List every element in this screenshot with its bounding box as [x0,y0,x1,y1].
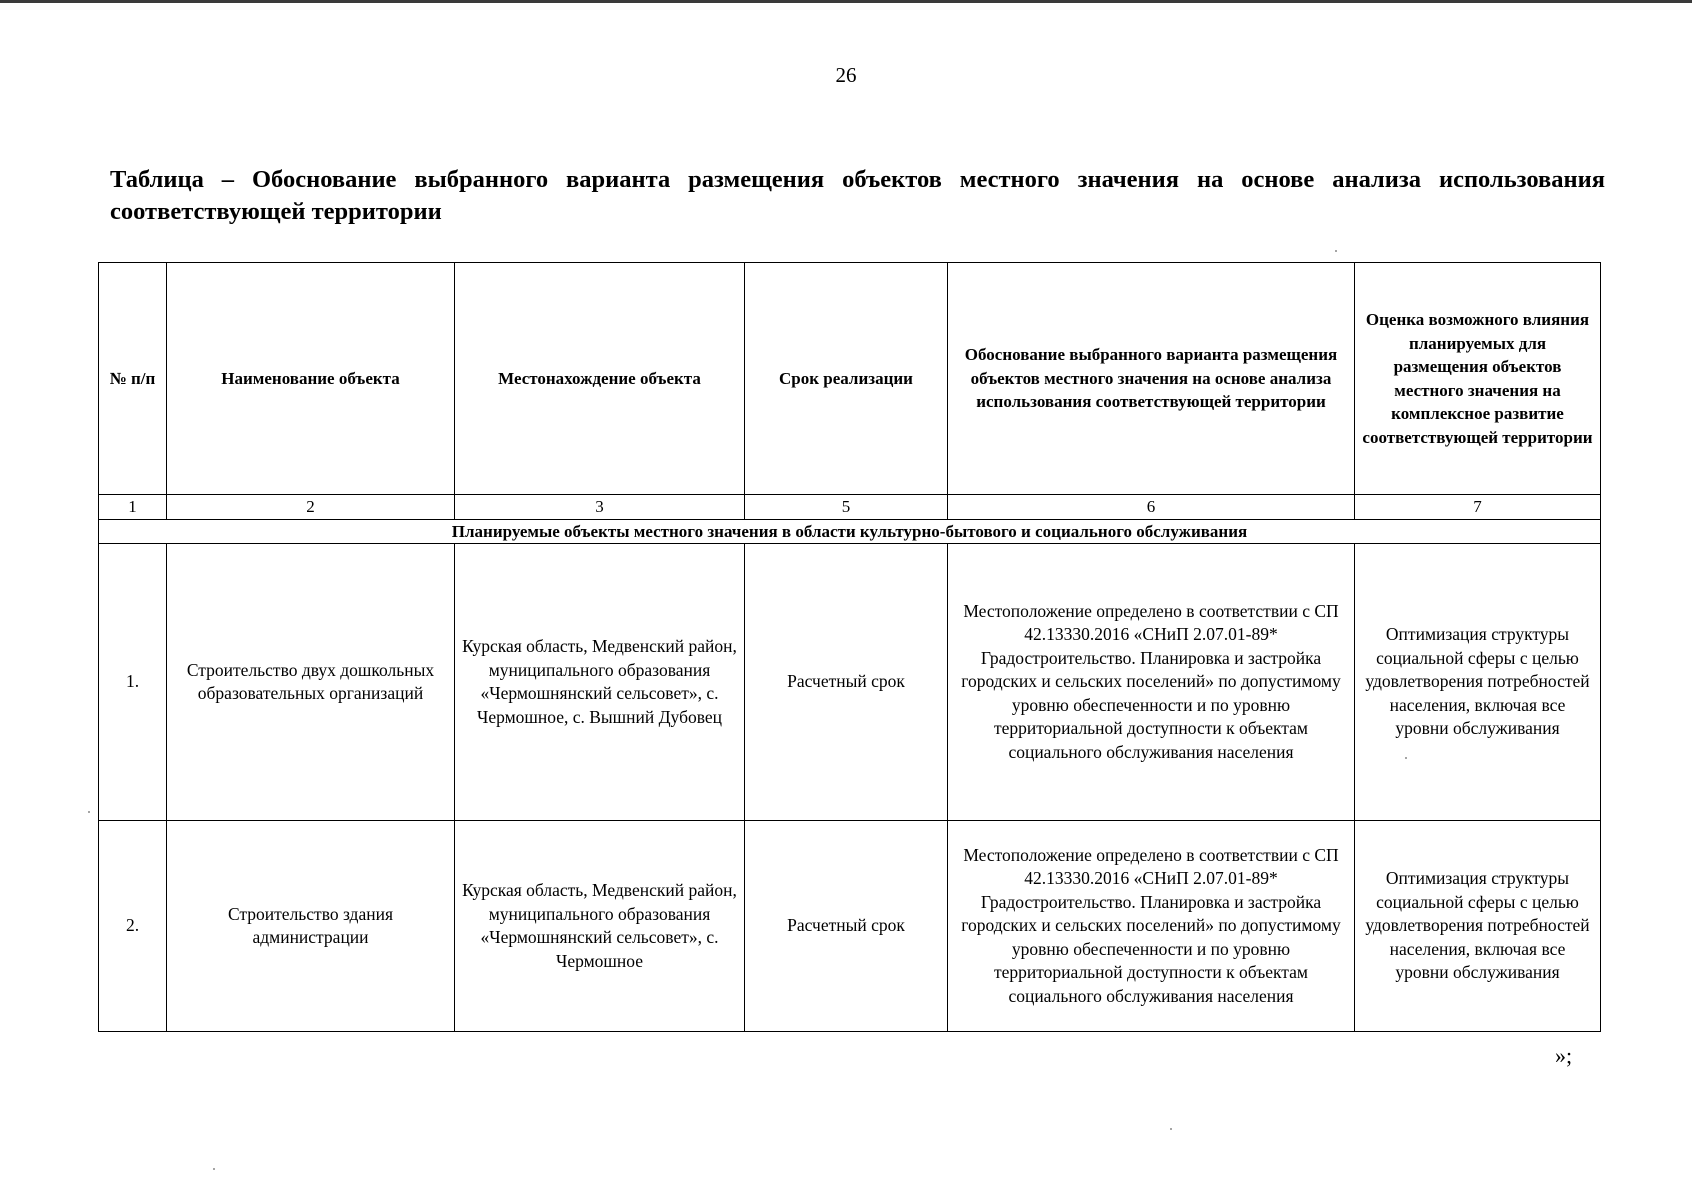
scan-speck [1170,1128,1172,1130]
table-header-row [99,263,1601,495]
object-name-cell: Строительство двух дошкольных образовательных организаций [167,544,455,821]
scan-speck [1335,250,1337,252]
impact-cell: Оптимизация структуры социальной сферы с целью удовлетворения потребностей населения, включая все уровни обслуживания [1355,544,1601,821]
row-number: 2. [99,821,167,1032]
section-title-row [99,520,1601,544]
header-justification: Обоснование выбранного варианта размещения объектов местного значения на основе анализа использования соответствующей территории [948,263,1355,495]
justification-table [98,262,1601,1032]
scan-speck [88,811,90,813]
object-name-cell: Строительство здания администрации [167,821,455,1032]
scan-edge-line [0,0,1692,3]
header-term: Срок реализации [745,263,948,495]
justification-cell: Местоположение определено в соответствии с СП 42.13330.2016 «СНиП 2.07.01-89* Градостроительство. Планировка и застройка городских и сельских поселений» по допустимому уровню обеспеченности и по уровню территориальной доступности к объектам социального обслуживания населения [948,821,1355,1032]
scan-speck [213,1168,215,1170]
location-cell: Курская область, Медвенский район, муниципального образования «Чермошнянский сельсовет», с. Чермошное [455,821,745,1032]
page-number: 26 [835,63,857,87]
column-numbers-row [99,495,1601,520]
column-number: 7 [1355,495,1601,520]
term-cell: Расчетный срок [745,544,948,821]
header-object-name: Наименование объекта [167,263,455,495]
scan-speck [1405,757,1407,759]
header-impact: Оценка возможного влияния планируемых для размещения объектов местного значения на комплексное развитие соответствующей территории [1355,263,1601,495]
section-title: Планируемые объекты местного значения в области культурно-бытового и социального обслуживания [99,520,1601,544]
justification-cell: Местоположение определено в соответствии с СП 42.13330.2016 «СНиП 2.07.01-89* Градостроительство. Планировка и застройка городских и сельских поселений» по допустимому уровню обеспеченности и по уровню территориальной доступности к объектам социального обслуживания населения [948,544,1355,821]
impact-cell: Оптимизация структуры социальной сферы с целью удовлетворения потребностей населения, включая все уровни обслуживания [1355,821,1601,1032]
row-number: 1. [99,544,167,821]
document-title: Таблица – Обоснование выбранного варианта размещения объектов местного значения на основе анализа использования соответствующей территории [110,166,1605,225]
column-number: 5 [745,495,948,520]
term-cell: Расчетный срок [745,821,948,1032]
header-location: Местонахождение объекта [455,263,745,495]
column-number: 3 [455,495,745,520]
table-row [99,544,1601,821]
header-number: № п/п [99,263,167,495]
location-cell: Курская область, Медвенский район, муниципального образования «Чермошнянский сельсовет», с. Чермошное, с. Вышний Дубовец [455,544,745,821]
column-number: 6 [948,495,1355,520]
closing-quote-mark: »; [1555,1043,1573,1068]
column-number: 2 [167,495,455,520]
table-row [99,821,1601,1032]
column-number: 1 [99,495,167,520]
